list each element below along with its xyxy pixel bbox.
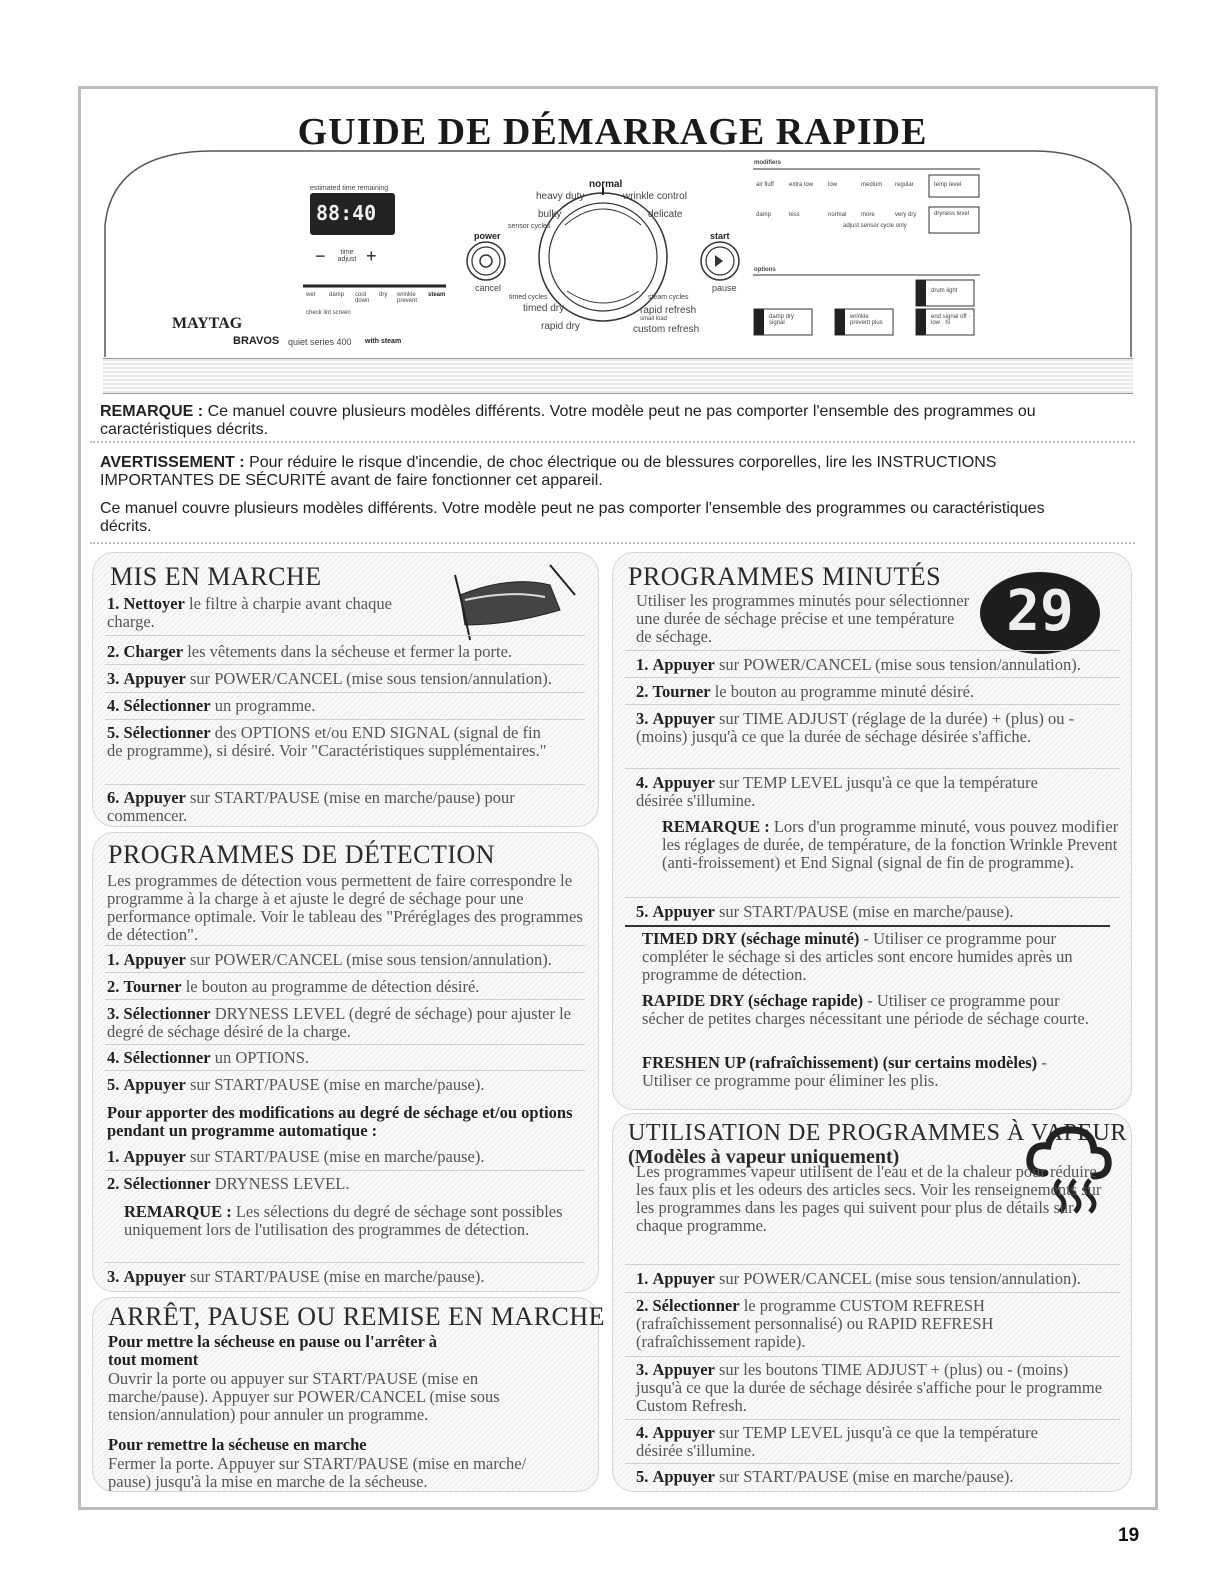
status-wet: wet xyxy=(306,292,316,298)
step-number: 1. xyxy=(107,1147,120,1166)
det-step-1 xyxy=(107,951,587,969)
step-text: sur START/PAUSE (mise en marche/pause). xyxy=(189,1147,485,1166)
pause-label: pause xyxy=(712,283,737,293)
step-number: 2. xyxy=(107,642,120,661)
cancel-label: cancel xyxy=(475,283,502,293)
timed-dry-text: - Utiliser ce programme pour compléter le séchage si des articles sont encore humides après un programme de détection. xyxy=(642,929,1073,984)
step-text: sur START/PAUSE (mise en marche/pause). xyxy=(718,902,1014,921)
detection-remarque xyxy=(124,1203,564,1239)
step-number: 2. xyxy=(636,1296,649,1315)
step-number: 4. xyxy=(107,1048,120,1067)
step-text: sur POWER/CANCEL (mise sous tension/annulation). xyxy=(189,669,552,688)
divider xyxy=(105,692,585,693)
step-number: 3. xyxy=(636,1360,649,1379)
series-label: quiet series 400 xyxy=(288,337,352,347)
dotted-divider xyxy=(90,441,1135,443)
det-modify-step-2 xyxy=(107,1175,587,1193)
step-verb: Tourner xyxy=(652,682,711,701)
status-wrinkle-prevent: wrinkle prevent xyxy=(397,292,418,304)
display-readout: 88:40 xyxy=(316,201,377,225)
step-number: 4. xyxy=(636,773,649,792)
timed-dry-desc xyxy=(642,930,1097,984)
modifiers-label: modifiers xyxy=(754,160,782,166)
step-verb: Appuyer xyxy=(123,1147,186,1166)
step-verb: Appuyer xyxy=(652,655,715,674)
step-verb: Appuyer xyxy=(652,1360,715,1379)
status-cool-down: cool down xyxy=(355,292,370,304)
temp-low: low xyxy=(828,182,838,188)
dial-delicate: delicate xyxy=(648,209,683,220)
step-number: 1. xyxy=(636,1269,649,1288)
vapeur-title: UTILISATION DE PROGRAMMES À VAPEUR xyxy=(628,1120,1127,1146)
step-number: 1. xyxy=(636,655,649,674)
step-text: un programme. xyxy=(214,696,316,715)
timer-display-value: 29 xyxy=(1006,579,1074,644)
time-plus-button[interactable]: + xyxy=(366,246,377,266)
panel-base-band xyxy=(103,358,1133,394)
min-step-3 xyxy=(636,710,1076,746)
detection-intro: Les programmes de détection vous permettent de faire correspondre le programme à la charge à et ajuste le degré de séchage pour une performance optimale. Voir le tableau des "Préréglages des programmes de détection". xyxy=(107,871,583,944)
dial-wrinkle-control: wrinkle control xyxy=(623,191,687,202)
min-step-2 xyxy=(636,683,1116,701)
step-text: DRYNESS LEVEL. xyxy=(214,1174,350,1193)
avertissement-text: Pour réduire le risque d'incendie, de choc électrique ou de blessures corporelles, lire les INSTRUCTIONS IMPORTANTES DE SÉCURITÉ avant de faire fonctionner cet appareil. xyxy=(100,454,997,489)
step-text: sur START/PAUSE (mise en marche/pause). xyxy=(718,1467,1014,1486)
end-signal-button[interactable]: end signal off · low · hi xyxy=(931,314,971,326)
step-number: 5. xyxy=(107,723,120,742)
dial-timed-dry: timed dry xyxy=(523,303,565,314)
minutes-remarque xyxy=(662,818,1122,872)
remarque-label: REMARQUE : xyxy=(124,1202,232,1221)
divider xyxy=(625,897,1120,898)
divider xyxy=(625,1292,1120,1293)
det-step-5 xyxy=(107,1076,587,1094)
detection-title: PROGRAMMES DE DÉTECTION xyxy=(108,840,496,869)
freshen-up-desc xyxy=(642,1054,1097,1090)
vap-step-2 xyxy=(636,1297,1056,1351)
dial-custom-refresh: custom refresh xyxy=(633,324,700,335)
power-cancel-button[interactable] xyxy=(465,242,507,284)
rapid-dry-desc xyxy=(642,992,1097,1028)
vap-step-5 xyxy=(636,1468,1116,1486)
step-text: sur START/PAUSE (mise en marche/pause). xyxy=(189,1075,485,1094)
divider xyxy=(105,664,585,665)
rapid-dry-text: - Utiliser ce programme pour sécher de petites charges nécessitant une période de séchage courte. xyxy=(642,991,1089,1028)
mis-en-marche-title: MIS EN MARCHE xyxy=(110,562,322,591)
step-verb: Appuyer xyxy=(652,709,715,728)
step-text: sur POWER/CANCEL (mise sous tension/annulation). xyxy=(718,655,1081,674)
divider xyxy=(625,1264,1120,1265)
divider xyxy=(105,1070,585,1071)
pause-text: Ouvrir la porte ou appuyer sur START/PAUSE (mise en marche/pause). Appuyer sur POWER/CANCEL (mise sous tension/annulation) pour annuler un programme. xyxy=(108,1369,500,1424)
options-label: options xyxy=(754,267,776,273)
divider xyxy=(625,677,1120,678)
step-verb: Sélectionner xyxy=(123,723,211,742)
divider xyxy=(625,1356,1120,1357)
step-number: 2. xyxy=(107,977,120,996)
step-text: sur POWER/CANCEL (mise sous tension/annulation). xyxy=(718,1269,1081,1288)
temp-level-button[interactable]: temp level xyxy=(934,182,962,188)
dry-very-dry: very dry xyxy=(895,212,917,218)
display-label: estimated time remaining xyxy=(310,185,389,192)
divider xyxy=(105,635,585,636)
status-dry: dry xyxy=(379,292,388,298)
mis-step-1 xyxy=(107,595,437,631)
pause-heading: Pour mettre la sécheuse en pause ou l'arrêter à tout moment xyxy=(108,1332,438,1369)
step-number: 4. xyxy=(636,1423,649,1442)
step-number: 5. xyxy=(107,1075,120,1094)
step-text: sur les boutons TIME ADJUST + (plus) ou - (moins) jusqu'à ce que la durée de séchage désirée s'affiche pour le programme Custom Refresh. xyxy=(636,1360,1103,1415)
page-title: GUIDE DE DÉMARRAGE RAPIDE xyxy=(297,111,928,153)
step-number: 3. xyxy=(107,1267,120,1286)
divider xyxy=(105,999,585,1000)
freshen-up-label: FRESHEN UP (rafraîchissement) (sur certains modèles) xyxy=(642,1053,1038,1072)
step-number: 6. xyxy=(107,788,120,807)
step-verb: Sélectionner xyxy=(123,696,211,715)
divider xyxy=(625,768,1120,769)
mis-step-2 xyxy=(107,643,587,661)
step-text: sur TEMP LEVEL jusqu'à ce que la température désirée s'illumine. xyxy=(636,773,1038,810)
step-number: 2. xyxy=(107,1174,120,1193)
step-text: des OPTIONS et/ou END SIGNAL (signal de fin de programme), si désiré. Voir "Caractéristiques supplémentaires." xyxy=(107,723,547,760)
step-number: 5. xyxy=(636,902,649,921)
time-minus-button[interactable]: − xyxy=(315,246,326,266)
vap-step-1 xyxy=(636,1270,1126,1288)
dial-rapid-dry: rapid dry xyxy=(541,321,580,332)
step-number: 2. xyxy=(636,682,649,701)
step-text: sur POWER/CANCEL (mise sous tension/annulation). xyxy=(189,950,552,969)
status-damp: damp xyxy=(329,292,345,298)
step-number: 3. xyxy=(107,1004,120,1023)
step-verb: Appuyer xyxy=(652,902,715,921)
dial-steam-cycles: steam cycles xyxy=(648,294,689,301)
step-number: 4. xyxy=(107,696,120,715)
step-text: sur START/PAUSE (mise en marche/pause). xyxy=(189,1267,485,1286)
timed-dry-label: TIMED DRY (séchage minuté) xyxy=(642,929,860,948)
dryness-level-button[interactable]: dryness level xyxy=(934,211,970,217)
dry-more: more xyxy=(861,212,875,218)
with-steam-label: with steam xyxy=(365,338,402,345)
dry-damp: damp xyxy=(756,212,772,218)
drum-light-button[interactable]: drum light xyxy=(931,288,958,294)
remarque-note xyxy=(100,403,1130,439)
step-text: sur START/PAUSE (mise en marche/pause) pour commencer. xyxy=(107,788,515,825)
status-steam: steam xyxy=(428,292,446,298)
step-text: un OPTIONS. xyxy=(214,1048,310,1067)
divider xyxy=(105,945,585,946)
step-text: le bouton au programme minuté désiré. xyxy=(714,682,975,701)
model-logo: BRAVOS xyxy=(233,335,280,347)
dial-normal: normal xyxy=(589,179,623,190)
vap-step-3 xyxy=(636,1361,1116,1415)
det-final-step xyxy=(107,1268,587,1286)
divider xyxy=(625,704,1120,705)
temp-medium: medium xyxy=(861,182,883,188)
mis-step-3 xyxy=(107,670,587,688)
step-verb: Appuyer xyxy=(123,1267,186,1286)
step-verb: Appuyer xyxy=(123,1075,186,1094)
freshen-up-text: - Utiliser ce programme pour éliminer les plis. xyxy=(642,1053,1047,1090)
step-verb: Appuyer xyxy=(652,1269,715,1288)
divider xyxy=(105,719,585,720)
temp-regular: regular xyxy=(895,182,914,188)
dotted-divider xyxy=(90,542,1135,544)
check-lint-indicator: check lint screen xyxy=(306,310,351,316)
restart-text: Fermer la porte. Appuyer sur START/PAUSE (mise en marche/ pause) jusqu'à la mise en marche de la sécheuse. xyxy=(108,1454,527,1491)
arret-title: ARRÊT, PAUSE OU REMISE EN MARCHE xyxy=(108,1302,606,1331)
dial-bulky: bulky xyxy=(538,209,562,220)
start-pause-button[interactable] xyxy=(699,242,741,284)
step-verb: Appuyer xyxy=(123,950,186,969)
step-verb: Appuyer xyxy=(123,669,186,688)
step-verb: Sélectionner xyxy=(123,1004,211,1023)
power-label: power xyxy=(474,231,501,241)
vap-step-4 xyxy=(636,1424,1076,1460)
step-verb: Appuyer xyxy=(652,773,715,792)
minutes-intro: Utiliser les programmes minutés pour sélectionner une durée de séchage précise et une température de séchage. xyxy=(636,591,970,646)
det-step-2 xyxy=(107,978,587,996)
divider xyxy=(625,650,1120,651)
step-text: le bouton au programme de détection désiré. xyxy=(185,977,480,996)
step-text: le programme CUSTOM REFRESH (rafraîchissement personnalisé) ou RAPID REFRESH (rafraîchissement rapide). xyxy=(636,1296,994,1351)
min-step-4 xyxy=(636,774,1076,810)
step-number: 1. xyxy=(107,950,120,969)
wrinkle-prevent-button[interactable]: wrinkle prevent plus xyxy=(850,314,883,326)
start-label: start xyxy=(710,231,730,241)
mis-step-5 xyxy=(107,724,547,760)
mis-step-4 xyxy=(107,697,587,715)
restart-heading: Pour remettre la sécheuse en marche xyxy=(108,1435,367,1454)
remarque-text: Les sélections du degré de séchage sont possibles uniquement lors de l'utilisation des programmes de détection. xyxy=(124,1202,563,1239)
step-number: 3. xyxy=(636,709,649,728)
page-number: 19 xyxy=(1118,1525,1140,1546)
detection-modify-heading: Pour apporter des modifications au degré de séchage et/ou options pendant un programme automatique : xyxy=(107,1103,573,1140)
dial-heavy-duty: heavy duty xyxy=(536,191,585,202)
avertissement-label: AVERTISSEMENT : xyxy=(100,454,245,471)
step-text: le filtre à charpie avant chaque charge. xyxy=(107,594,392,631)
mis-step-6 xyxy=(107,789,567,825)
time-adjust-label: time adjust xyxy=(337,249,357,263)
divider xyxy=(625,925,1110,927)
dial-rapid-refresh: rapid refresh xyxy=(640,305,697,316)
det-modify-step-1 xyxy=(107,1148,587,1166)
dry-less: less xyxy=(789,212,800,218)
control-panel-illustration xyxy=(103,145,1133,360)
vapeur-subtitle: (Modèles à vapeur uniquement) xyxy=(628,1146,900,1168)
step-verb: Sélectionner xyxy=(123,1174,211,1193)
divider xyxy=(105,1170,585,1171)
divider xyxy=(105,1044,585,1045)
step-verb: Nettoyer xyxy=(123,594,185,613)
minutes-title: PROGRAMMES MINUTÉS xyxy=(628,562,942,591)
step-verb: Tourner xyxy=(123,977,182,996)
step-verb: Sélectionner xyxy=(123,1048,211,1067)
divider xyxy=(105,784,585,785)
dial-sensor-cycles: sensor cycles xyxy=(508,223,551,230)
temp-air-fluff: air fluff xyxy=(756,182,774,188)
vapeur-intro: Les programmes vapeur utilisent de l'eau et de la chaleur pour réduire les faux plis et les odeurs des articles secs. Voir les renseignements sur les programmes dans les pages qui suivent pour plus de détails sur chaque programme. xyxy=(636,1162,1102,1235)
step-text: sur TEMP LEVEL jusqu'à ce que la température désirée s'illumine. xyxy=(636,1423,1038,1460)
damp-dry-signal-button[interactable]: damp dry signal xyxy=(769,314,795,326)
step-verb: Sélectionner xyxy=(652,1296,740,1315)
divider xyxy=(625,1463,1120,1464)
step-text: les vêtements dans la sécheuse et fermer la porte. xyxy=(187,642,513,661)
step-verb: Appuyer xyxy=(652,1467,715,1486)
step-number: 3. xyxy=(107,669,120,688)
dry-normal: normal xyxy=(828,212,847,218)
min-step-5 xyxy=(636,903,1116,921)
manual-note: Ce manuel couvre plusieurs modèles différents. Votre modèle peut ne pas comporter l'ensemble des programmes ou caractéristiques décrits. xyxy=(100,500,1045,535)
rapid-dry-label: RAPIDE DRY (séchage rapide) xyxy=(642,991,864,1010)
dry-note: adjust sensor cycle only xyxy=(843,223,907,229)
dial-small-load: small load xyxy=(640,316,668,322)
divider xyxy=(625,1419,1120,1420)
det-step-3 xyxy=(107,1005,592,1041)
remarque-text: Ce manuel couvre plusieurs modèles différents. Votre modèle peut ne pas comporter l'ensemble des programmes ou caractéristiques décrits. xyxy=(100,403,1036,438)
remarque-label: REMARQUE : xyxy=(100,403,204,420)
step-text: sur TIME ADJUST (réglage de la durée) + (plus) ou - (moins) jusqu'à ce que la durée de séchage désirée s'affiche. xyxy=(636,709,1075,746)
step-text: DRYNESS LEVEL (degré de séchage) pour ajuster le degré de séchage désiré de la charge. xyxy=(107,1004,572,1041)
min-step-1 xyxy=(636,656,1126,674)
step-number: 1. xyxy=(107,594,120,613)
step-verb: Appuyer xyxy=(123,788,186,807)
dial-timed-cycles: timed cycles xyxy=(509,294,548,301)
temp-extra-low: extra low xyxy=(789,182,814,188)
timer-display-icon xyxy=(980,572,1100,654)
remarque-text: Lors d'un programme minuté, vous pouvez modifier les réglages de durée, de température, de la fonction Wrinkle Prevent (anti-froissement) et End Signal (signal de fin de programme). xyxy=(662,817,1119,872)
avertissement-note xyxy=(100,454,1020,490)
step-verb: Appuyer xyxy=(652,1423,715,1442)
divider xyxy=(105,1262,585,1263)
step-number: 5. xyxy=(636,1467,649,1486)
brand-logo: MAYTAG xyxy=(172,315,243,332)
divider xyxy=(105,972,585,973)
remarque-label: REMARQUE : xyxy=(662,817,770,836)
det-step-4 xyxy=(107,1049,587,1067)
step-verb: Charger xyxy=(123,642,184,661)
